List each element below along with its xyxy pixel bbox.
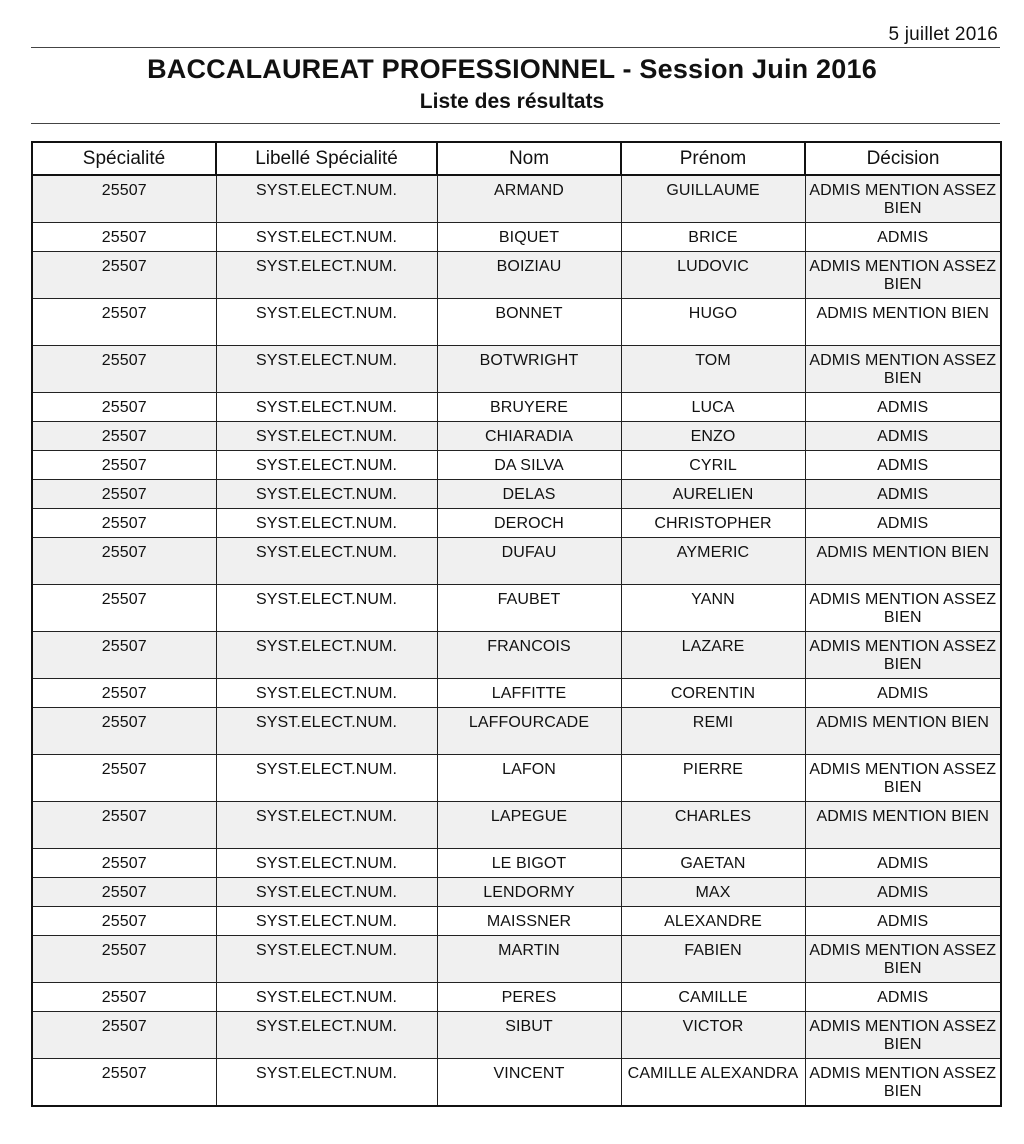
cell-specialite: 25507 xyxy=(32,878,216,907)
cell-libelle: SYST.ELECT.NUM. xyxy=(216,422,437,451)
cell-specialite: 25507 xyxy=(32,585,216,632)
cell-libelle: SYST.ELECT.NUM. xyxy=(216,983,437,1012)
cell-decision: ADMIS MENTION ASSEZ BIEN xyxy=(805,585,1001,632)
column-header-prenom: Prénom xyxy=(621,142,805,175)
table-row xyxy=(32,422,1001,451)
cell-prenom: CAMILLE xyxy=(621,983,805,1012)
cell-libelle: SYST.ELECT.NUM. xyxy=(216,708,437,755)
cell-nom: DUFAU xyxy=(437,538,621,585)
cell-specialite: 25507 xyxy=(32,223,216,252)
cell-prenom: CHARLES xyxy=(621,802,805,849)
cell-libelle: SYST.ELECT.NUM. xyxy=(216,1059,437,1107)
cell-decision: ADMIS MENTION ASSEZ BIEN xyxy=(805,346,1001,393)
cell-specialite: 25507 xyxy=(32,393,216,422)
cell-nom: LENDORMY xyxy=(437,878,621,907)
cell-specialite: 25507 xyxy=(32,480,216,509)
cell-prenom: LUCA xyxy=(621,393,805,422)
cell-prenom: MAX xyxy=(621,878,805,907)
header-rule-top xyxy=(31,47,1000,48)
cell-decision: ADMIS MENTION BIEN xyxy=(805,538,1001,585)
table-row xyxy=(32,849,1001,878)
cell-prenom: REMI xyxy=(621,708,805,755)
cell-prenom: AURELIEN xyxy=(621,480,805,509)
cell-nom: FAUBET xyxy=(437,585,621,632)
cell-nom: BOIZIAU xyxy=(437,252,621,299)
table-row xyxy=(32,936,1001,983)
cell-specialite: 25507 xyxy=(32,708,216,755)
cell-nom: DELAS xyxy=(437,480,621,509)
cell-specialite: 25507 xyxy=(32,849,216,878)
cell-prenom: CHRISTOPHER xyxy=(621,509,805,538)
cell-nom: SIBUT xyxy=(437,1012,621,1059)
table-row xyxy=(32,983,1001,1012)
table-row xyxy=(32,755,1001,802)
cell-nom: LAFFOURCADE xyxy=(437,708,621,755)
cell-nom: BONNET xyxy=(437,299,621,346)
cell-decision: ADMIS MENTION BIEN xyxy=(805,299,1001,346)
cell-decision: ADMIS MENTION ASSEZ BIEN xyxy=(805,1012,1001,1059)
cell-libelle: SYST.ELECT.NUM. xyxy=(216,936,437,983)
cell-prenom: BRICE xyxy=(621,223,805,252)
cell-nom: CHIARADIA xyxy=(437,422,621,451)
cell-specialite: 25507 xyxy=(32,451,216,480)
cell-prenom: AYMERIC xyxy=(621,538,805,585)
table-body xyxy=(32,175,1001,1106)
cell-libelle: SYST.ELECT.NUM. xyxy=(216,538,437,585)
cell-decision: ADMIS xyxy=(805,983,1001,1012)
table-row xyxy=(32,175,1001,223)
cell-libelle: SYST.ELECT.NUM. xyxy=(216,907,437,936)
cell-prenom: YANN xyxy=(621,585,805,632)
table-row xyxy=(32,802,1001,849)
table-row xyxy=(32,907,1001,936)
table-row xyxy=(32,451,1001,480)
cell-nom: ARMAND xyxy=(437,175,621,223)
cell-specialite: 25507 xyxy=(32,509,216,538)
cell-nom: LE BIGOT xyxy=(437,849,621,878)
cell-prenom: PIERRE xyxy=(621,755,805,802)
cell-libelle: SYST.ELECT.NUM. xyxy=(216,346,437,393)
table-row xyxy=(32,708,1001,755)
cell-nom: MAISSNER xyxy=(437,907,621,936)
cell-specialite: 25507 xyxy=(32,936,216,983)
cell-libelle: SYST.ELECT.NUM. xyxy=(216,1012,437,1059)
cell-decision: ADMIS xyxy=(805,849,1001,878)
column-header-specialite: Spécialité xyxy=(32,142,216,175)
cell-libelle: SYST.ELECT.NUM. xyxy=(216,451,437,480)
cell-decision: ADMIS MENTION ASSEZ BIEN xyxy=(805,632,1001,679)
cell-specialite: 25507 xyxy=(32,983,216,1012)
cell-specialite: 25507 xyxy=(32,632,216,679)
cell-libelle: SYST.ELECT.NUM. xyxy=(216,509,437,538)
column-header-nom: Nom xyxy=(437,142,621,175)
cell-decision: ADMIS xyxy=(805,509,1001,538)
cell-specialite: 25507 xyxy=(32,422,216,451)
cell-libelle: SYST.ELECT.NUM. xyxy=(216,223,437,252)
cell-libelle: SYST.ELECT.NUM. xyxy=(216,299,437,346)
cell-prenom: CYRIL xyxy=(621,451,805,480)
table-row xyxy=(32,346,1001,393)
cell-decision: ADMIS xyxy=(805,679,1001,708)
cell-prenom: VICTOR xyxy=(621,1012,805,1059)
cell-libelle: SYST.ELECT.NUM. xyxy=(216,679,437,708)
table-row xyxy=(32,393,1001,422)
cell-libelle: SYST.ELECT.NUM. xyxy=(216,252,437,299)
cell-nom: BIQUET xyxy=(437,223,621,252)
cell-nom: DA SILVA xyxy=(437,451,621,480)
cell-libelle: SYST.ELECT.NUM. xyxy=(216,585,437,632)
cell-specialite: 25507 xyxy=(32,346,216,393)
cell-specialite: 25507 xyxy=(32,175,216,223)
document-title: BACCALAUREAT PROFESSIONNEL - Session Juin 2016 xyxy=(147,54,877,84)
table-row xyxy=(32,538,1001,585)
cell-decision: ADMIS xyxy=(805,451,1001,480)
cell-prenom: HUGO xyxy=(621,299,805,346)
cell-decision: ADMIS MENTION ASSEZ BIEN xyxy=(805,252,1001,299)
cell-decision: ADMIS xyxy=(805,393,1001,422)
cell-prenom: GAETAN xyxy=(621,849,805,878)
cell-decision: ADMIS xyxy=(805,422,1001,451)
document-date: 5 juillet 2016 xyxy=(888,24,998,45)
cell-nom: LAFFITTE xyxy=(437,679,621,708)
cell-nom: LAFON xyxy=(437,755,621,802)
cell-specialite: 25507 xyxy=(32,907,216,936)
cell-decision: ADMIS MENTION ASSEZ BIEN xyxy=(805,175,1001,223)
cell-specialite: 25507 xyxy=(32,252,216,299)
table-row xyxy=(32,878,1001,907)
cell-decision: ADMIS MENTION ASSEZ BIEN xyxy=(805,755,1001,802)
cell-prenom: LAZARE xyxy=(621,632,805,679)
cell-prenom: CAMILLE ALEXANDRA xyxy=(621,1059,805,1107)
cell-specialite: 25507 xyxy=(32,299,216,346)
cell-libelle: SYST.ELECT.NUM. xyxy=(216,755,437,802)
column-header-libelle: Libellé Spécialité xyxy=(216,142,437,175)
header-rule-bottom xyxy=(31,123,1000,124)
table-row xyxy=(32,679,1001,708)
cell-nom: MARTIN xyxy=(437,936,621,983)
cell-libelle: SYST.ELECT.NUM. xyxy=(216,480,437,509)
cell-prenom: ENZO xyxy=(621,422,805,451)
table-row xyxy=(32,1012,1001,1059)
cell-decision: ADMIS MENTION ASSEZ BIEN xyxy=(805,936,1001,983)
cell-nom: VINCENT xyxy=(437,1059,621,1107)
cell-nom: LAPEGUE xyxy=(437,802,621,849)
cell-libelle: SYST.ELECT.NUM. xyxy=(216,849,437,878)
cell-libelle: SYST.ELECT.NUM. xyxy=(216,878,437,907)
cell-nom: FRANCOIS xyxy=(437,632,621,679)
cell-specialite: 25507 xyxy=(32,1059,216,1107)
cell-libelle: SYST.ELECT.NUM. xyxy=(216,802,437,849)
table-header-row xyxy=(32,142,1001,175)
cell-decision: ADMIS MENTION ASSEZ BIEN xyxy=(805,1059,1001,1107)
cell-nom: PERES xyxy=(437,983,621,1012)
cell-decision: ADMIS MENTION BIEN xyxy=(805,802,1001,849)
cell-specialite: 25507 xyxy=(32,538,216,585)
cell-specialite: 25507 xyxy=(32,755,216,802)
cell-nom: DEROCH xyxy=(437,509,621,538)
cell-decision: ADMIS xyxy=(805,223,1001,252)
table-row xyxy=(32,223,1001,252)
table-row xyxy=(32,299,1001,346)
cell-specialite: 25507 xyxy=(32,679,216,708)
column-header-decision: Décision xyxy=(805,142,1001,175)
table-row xyxy=(32,509,1001,538)
cell-nom: BRUYERE xyxy=(437,393,621,422)
cell-prenom: ALEXANDRE xyxy=(621,907,805,936)
cell-prenom: GUILLAUME xyxy=(621,175,805,223)
cell-libelle: SYST.ELECT.NUM. xyxy=(216,632,437,679)
table-row xyxy=(32,252,1001,299)
cell-prenom: TOM xyxy=(621,346,805,393)
cell-specialite: 25507 xyxy=(32,802,216,849)
cell-prenom: CORENTIN xyxy=(621,679,805,708)
cell-libelle: SYST.ELECT.NUM. xyxy=(216,393,437,422)
results-table xyxy=(31,141,1002,1107)
table-row xyxy=(32,632,1001,679)
cell-prenom: FABIEN xyxy=(621,936,805,983)
document-subtitle: Liste des résultats xyxy=(419,90,605,113)
cell-specialite: 25507 xyxy=(32,1012,216,1059)
cell-libelle: SYST.ELECT.NUM. xyxy=(216,175,437,223)
table-row xyxy=(32,1059,1001,1107)
table-row xyxy=(32,585,1001,632)
cell-decision: ADMIS xyxy=(805,878,1001,907)
cell-decision: ADMIS xyxy=(805,480,1001,509)
cell-prenom: LUDOVIC xyxy=(621,252,805,299)
cell-decision: ADMIS xyxy=(805,907,1001,936)
table-row xyxy=(32,480,1001,509)
cell-nom: BOTWRIGHT xyxy=(437,346,621,393)
cell-decision: ADMIS MENTION BIEN xyxy=(805,708,1001,755)
